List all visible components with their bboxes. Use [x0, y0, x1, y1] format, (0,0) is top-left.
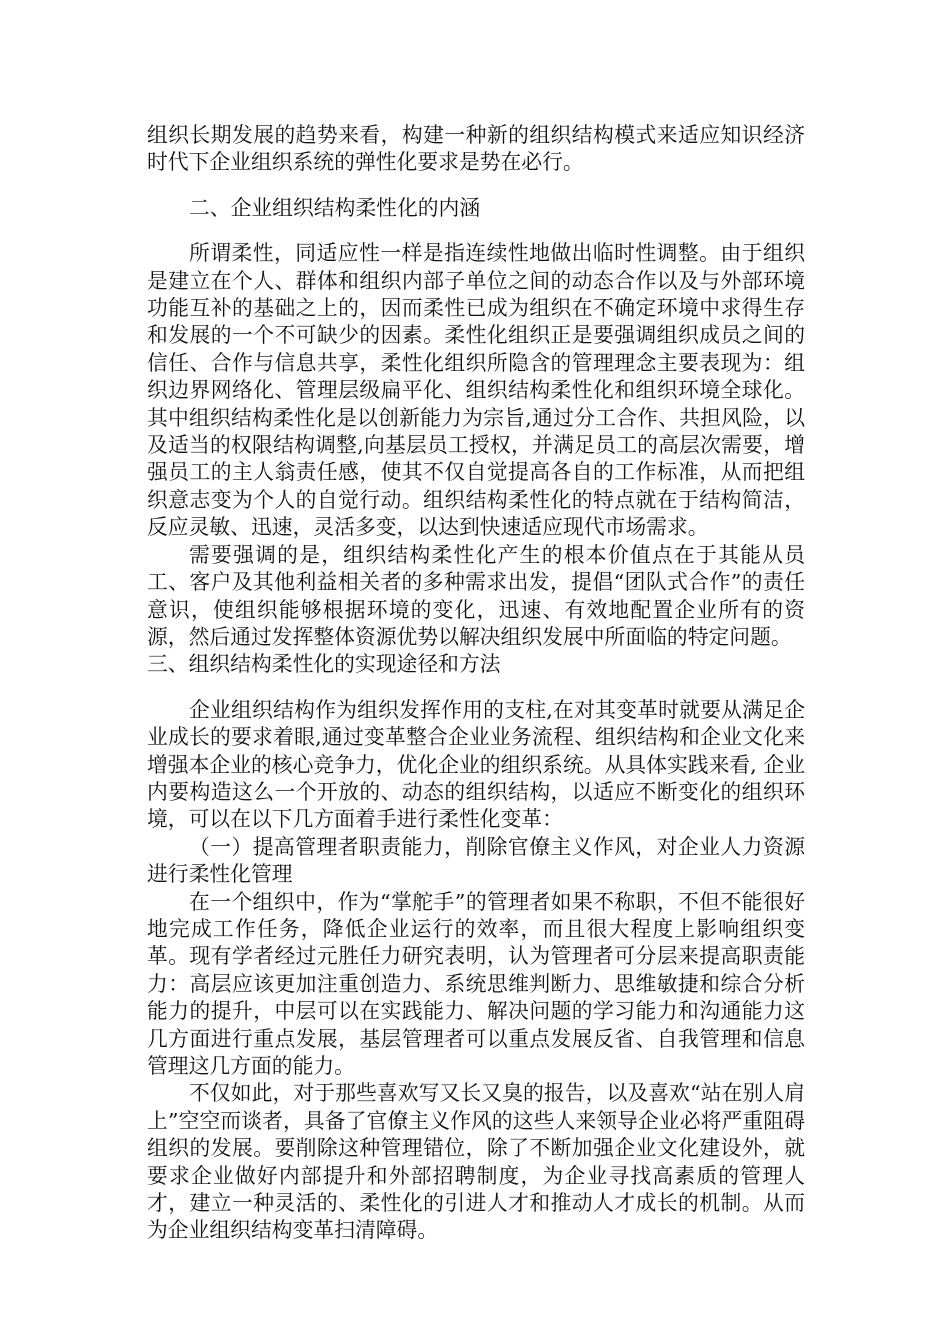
document-page	[147, 122, 805, 1245]
spacer	[147, 177, 805, 195]
intro-paragraph: 组织长期发展的趋势来看，构建一种新的组织结构模式来适应知识经济时代下企业组织系统的弹性化要求是势在必行。	[147, 123, 805, 175]
paragraph-emphasis: 需要强调的是，组织结构柔性化产生的根本价值点在于其能从员工、客户及其他利益相关者的多种需求出发，提倡“团队式合作”的责任意识，使组织能够根据环境的变化，迅速、有效地配置企业所有的资源，然后通过发挥整体资源优势以解决组织发展中所面临的特定问题。	[147, 542, 805, 649]
section-heading-3: 三、组织结构柔性化的实现途径和方法	[147, 652, 501, 677]
paragraph-flexibility-definition: 所谓柔性，同适应性一样是指连续性地做出临时性调整。由于组织是建立在个人、群体和组织内部子单位之间的动态合作以及与外部环境功能互补的基础之上的，因而柔性已成为组织在不确定环境中求得生存和发展的一个不可缺少的因素。柔性化组织正是要强调组织成员之间的信任、合作与信息共享，柔性化组织所隐含的管理理念主要表现为：组织边界网络化、管理层级扁平化、组织结构柔性化和组织环境全球化。其中组织结构柔性化是以创新能力为宗旨,通过分工合作、共担风险，以及适当的权限结构调整,向基层员工授权，并满足员工的高层次需要，增强员工的主人翁责任感，使其不仅自觉提高各自的工作标准，从而把组织意志变为个人的自觉行动。组织结构柔性化的特点就在于结构简洁，反应灵敏、迅速，灵活多变，以达到快速适应现代市场需求。	[147, 241, 805, 540]
section-heading-2: 二、企业组织结构柔性化的内涵	[189, 195, 481, 220]
spacer	[147, 679, 805, 697]
spacer	[147, 222, 805, 240]
paragraph-bureaucracy: 不仅如此，对于那些喜欢写又长又臭的报告，以及喜欢“站在别人肩上”空空而谈者，具备了官僚主义作风的这些人来领导企业必将严重阻碍组织的发展。要削除这种管理错位，除了不断加强企业文化建设外，就要求企业做好内部提升和外部招聘制度，为企业寻找高素质的管理人才，建立一种灵活的、柔性化的引进人才和推动人才成长的机制。从而为企业组织结构变革扫清障碍。	[147, 1081, 805, 1243]
subheading-1: （一）提高管理者职责能力，削除官僚主义作风，对企业人力资源进行柔性化管理	[147, 834, 805, 887]
paragraph-helmsman: 在一个组织中，作为“掌舵手”的管理者如果不称职，不但不能很好地完成工作任务，降低企业运行的效率，而且很大程度上影响组织变革。现有学者经过元胜任力研究表明，认为管理者可分层来提高职责能力：高层应该更加注重创造力、系统思维判断力、思维敏捷和综合分析能力的提升，中层可以在实践能力、解决问题的学习能力和沟通能力这几方面进行重点发展，基层管理者可以重点发展反省、自我管理和信息管理这几方面的能力。	[147, 889, 805, 1078]
paragraph-pillar: 企业组织结构作为组织发挥作用的支柱,在对其变革时就要从满足企业成长的要求着眼,通过变革整合企业业务流程、组织结构和企业文化来增强本企业的核心竞争力，优化企业的组织系统。从具体实践来看, 企业内要构造这么一个开放的、动态的组织结构，以适应不断变化的组织环境，可以在以下几方面着手进行柔性化变革：	[147, 697, 805, 832]
